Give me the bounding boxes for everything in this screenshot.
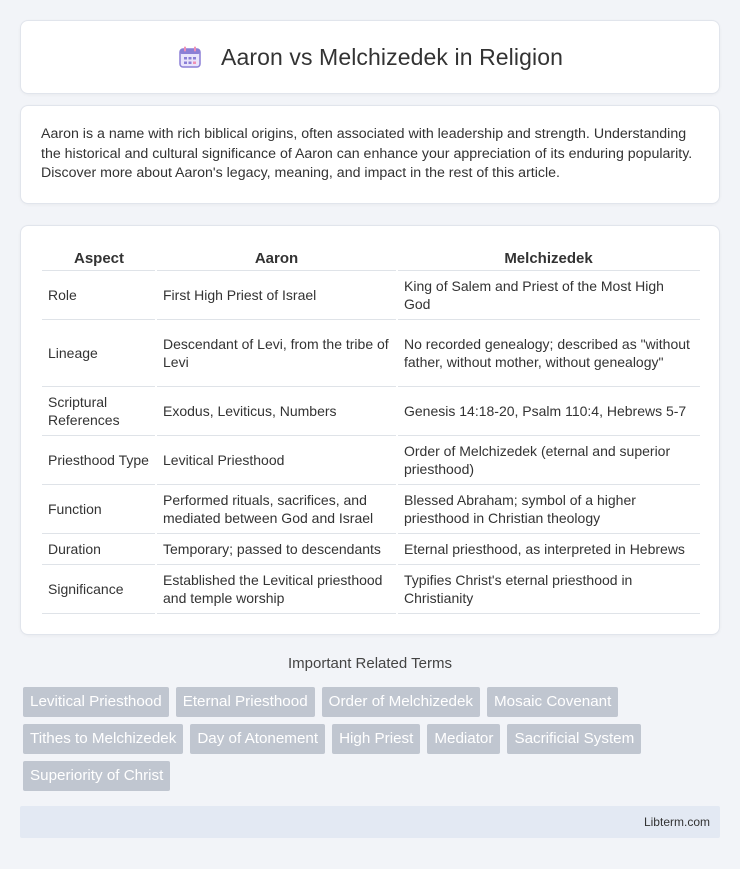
- tag-high-priest[interactable]: High Priest: [332, 724, 420, 754]
- tag-tithes-to-melchizedek[interactable]: Tithes to Melchizedek: [23, 724, 183, 754]
- footer: [20, 806, 720, 838]
- table-cell: Eternal priesthood, as interpreted in Hebrews: [397, 533, 700, 564]
- table-cell: Significance: [42, 564, 156, 613]
- table-cell: Established the Levitical priesthood and temple worship: [156, 564, 397, 613]
- table-cell: Descendant of Levi, from the tribe of Levi: [156, 319, 397, 386]
- tag-order-of-melchizedek[interactable]: Order of Melchizedek: [322, 687, 480, 717]
- table-cell: No recorded genealogy; described as "without father, without mother, without genealogy": [397, 319, 700, 386]
- calendar-icon: [177, 44, 203, 70]
- tag-sacrificial-system[interactable]: Sacrificial System: [507, 724, 641, 754]
- table-cell: Role: [42, 270, 156, 319]
- header-aspect: Aspect: [73, 250, 125, 268]
- table-cell: King of Salem and Priest of the Most High God: [397, 270, 700, 319]
- table-row: [42, 386, 700, 435]
- table-cell: Scriptural References: [42, 386, 156, 435]
- related-terms-list: [23, 687, 723, 791]
- comparison-table-card: [20, 225, 720, 635]
- table-row: [42, 564, 700, 613]
- table-row: [42, 270, 700, 319]
- related-terms-title: Important Related Terms: [288, 655, 452, 672]
- table-cell: Performed rituals, sacrifices, and mediated between God and Israel: [156, 484, 397, 533]
- intro-card: [20, 105, 720, 204]
- table-header-row: [42, 246, 700, 270]
- tag-mediator[interactable]: Mediator: [427, 724, 500, 754]
- table-cell: Duration: [42, 533, 156, 564]
- tag-mosaic-covenant[interactable]: Mosaic Covenant: [487, 687, 618, 717]
- table-cell: Order of Melchizedek (eternal and superior priesthood): [397, 435, 700, 484]
- table-cell: Genesis 14:18-20, Psalm 110:4, Hebrews 5-7: [397, 386, 700, 435]
- tag-superiority-of-christ[interactable]: Superiority of Christ: [23, 761, 170, 791]
- header-aaron: Aaron: [254, 250, 299, 268]
- title-wrap: [177, 44, 563, 71]
- table-cell: First High Priest of Israel: [156, 270, 397, 319]
- header-card: [20, 20, 720, 94]
- tag-levitical-priesthood[interactable]: Levitical Priesthood: [23, 687, 169, 717]
- table-row: [42, 319, 700, 386]
- table-row: [42, 533, 700, 564]
- table-cell: Lineage: [42, 319, 156, 386]
- intro-text: Aaron is a name with rich biblical origins, often associated with leadership and strength. Understanding the historical and cultural significance of Aaron can enhance your appreciation of its enduring popularity. Discover more about Aaron's legacy, meaning, and impact in the rest of this article.: [41, 126, 693, 181]
- table-cell: Priesthood Type: [42, 435, 156, 484]
- tag-day-of-atonement[interactable]: Day of Atonement: [190, 724, 325, 754]
- table-row: [42, 484, 700, 533]
- table-cell: Function: [42, 484, 156, 533]
- header-melchizedek: Melchizedek: [504, 250, 593, 268]
- table-cell: Blessed Abraham; symbol of a higher priesthood in Christian theology: [397, 484, 700, 533]
- table-cell: Exodus, Leviticus, Numbers: [156, 386, 397, 435]
- table-cell: Temporary; passed to descendants: [156, 533, 397, 564]
- table-row: [42, 435, 700, 484]
- comparison-table: [42, 246, 700, 614]
- footer-site-link[interactable]: Libterm.com: [643, 815, 710, 829]
- page-title: Aaron vs Melchizedek in Religion: [221, 43, 563, 70]
- tag-eternal-priesthood[interactable]: Eternal Priesthood: [176, 687, 315, 717]
- table-cell: Typifies Christ's eternal priesthood in Christianity: [397, 564, 700, 613]
- table-cell: Levitical Priesthood: [156, 435, 397, 484]
